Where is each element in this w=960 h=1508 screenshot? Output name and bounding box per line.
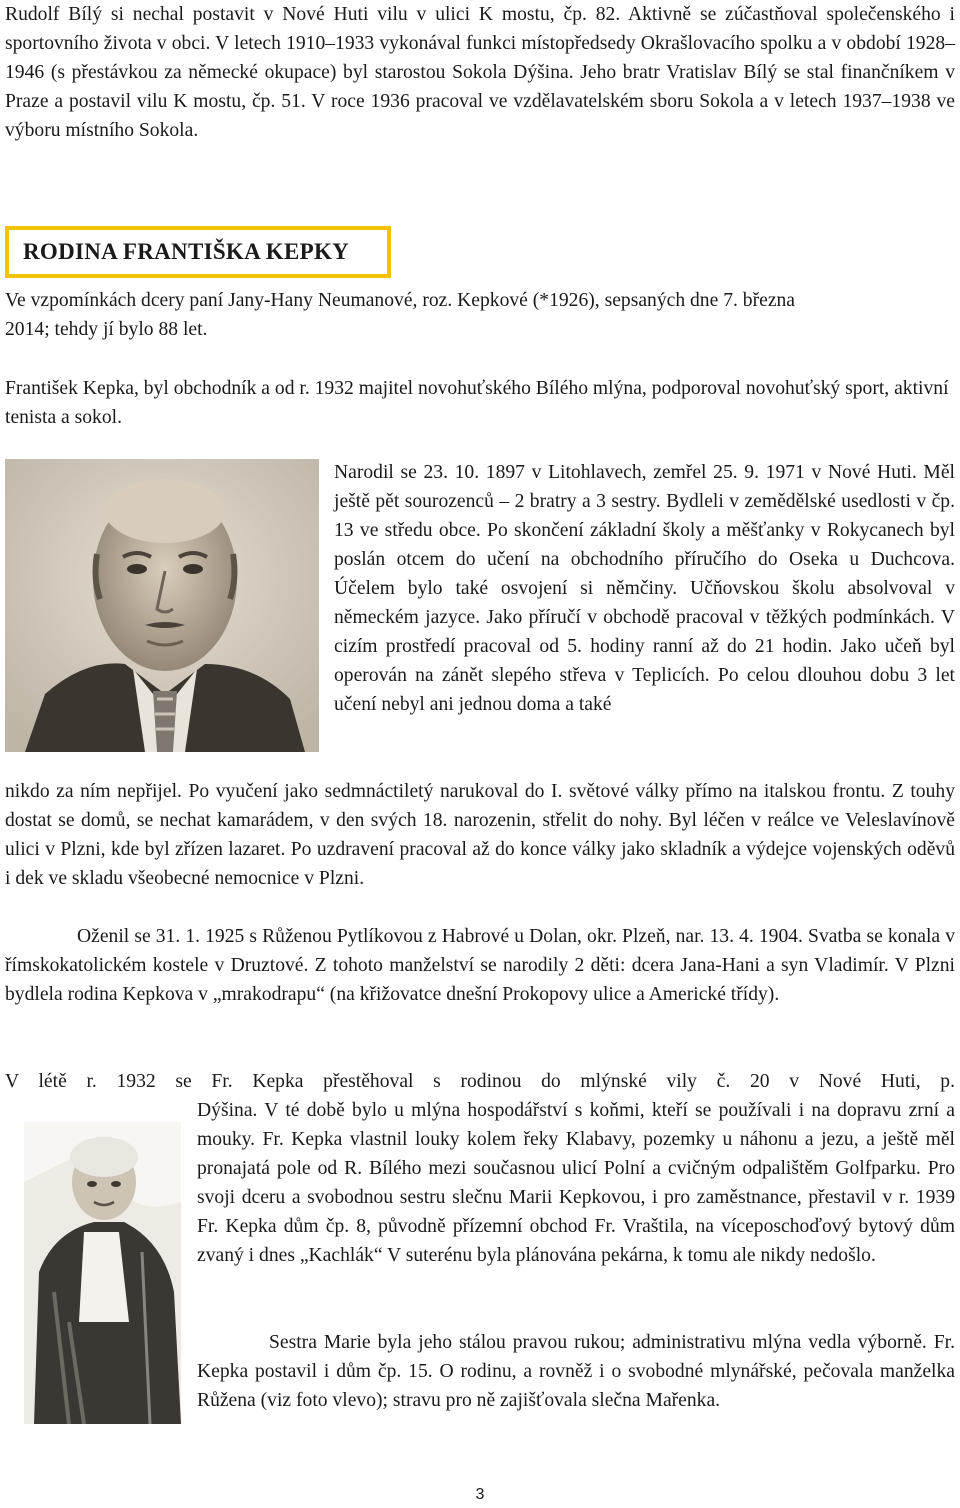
bio-full-paragraph: nikdo za ním nepřijel. Po vyučení jako sedmnáctiletý narukoval do I. světové války přímo na italskou frontu. Z touhy dostat se domů, se nechat kamarádem, v den svých 18. narozenin, střelit do nohy. Byl léčen v reálce ve Veleslavínově ulici v Plzni, kde byl zřízen lazaret. Po uzdravení pracoval až do konce války jako skladník a výdejce vojenských oděvů i dek ve skladu všeobecné nemocnice v Plzni.	[5, 781, 955, 889]
sister-text: Sestra Marie byla jeho stálou pravou rukou; administrativu mlýna vedla výborně. Fr. Kepka postavil i dům čp. 15. O rodinu, a rovněž i o svobodné mlynářské, pečovala manželka Růžena (viz foto vlevo); stravu pro ně zajišťovala slečna Mařenka.	[197, 1332, 955, 1411]
portrait-woman-illustration	[24, 1122, 181, 1424]
portrait-man-illustration	[5, 459, 319, 752]
intro-paragraph: Rudolf Bílý si nechal postavit v Nové Huti vilu v ulici K mostu, čp. 82. Aktivně se zúčastňoval společenského i sportovního života v obci. V letech 1910–1933 vykonával funkci místopředsedy Okrašlovacího spolku a v období 1928–1946 (s přestávkou za německé okupace) byl starostou Sokola Dýšina. Jeho bratr Vratislav Bílý se stal finančníkem v Praze a postavil vilu K mostu, čp. 51. V roce 1936 pracoval ve vzdělavatelském sboru Sokola a v letech 1937–1938 ve výboru místního Sokola.	[5, 4, 955, 141]
kepka-intro-paragraph: František Kepka, byl obchodník a od r. 1932 majitel novohuťského Bílého mlýna, podporoval novohuťský sport, aktivní tenista a sokol.	[5, 378, 949, 428]
section-heading: RODINA FRANTIŠKA KEPKY	[23, 239, 350, 264]
summer-rest-paragraph: Dýšina. V té době bylo u mlýna hospodářství s koňmi, kteří se používali i na dopravu zrní a mouky. Fr. Kepka vlastnil louky kolem řeky Klabavy, pozemky u náhonu a jezu, a ještě měl pronajatá pole od R. Bílého mezi současnou ulicí Polní a cvičným odpalištěm Golfparku. Pro svoji dceru a svobodnou sestru slečnu Marii Kepkovou, i pro zaměstnance, přestavil v r. 1939 Fr. Kepka dům čp. 8, původně přízemní obchod Fr. Vraštila, na víceposchoďový bytový dům zvaný i dnes „Kachlák“ V suterénu byla plánována pekárna, k tomu ale nikdy nedošlo.	[197, 1100, 955, 1266]
summer-first-line: V létě r. 1932 se Fr. Kepka přestěhoval s rodinou do mlýnské vily č. 20 v Nové Huti, p.	[5, 1071, 955, 1092]
marriage-paragraph	[5, 922, 955, 1009]
memories-paragraph: Ve vzpomínkách dcery paní Jany-Hany Neumanové, roz. Kepkové (*1926), sepsaných dne 7. března 2014; tehdy jí bylo 88 let.	[5, 290, 796, 340]
bio-side-paragraph: Narodil se 23. 10. 1897 v Litohlavech, zemřel 25. 9. 1971 v Nové Huti. Měl ještě pět sourozenců – 2 bratry a 3 sestry. Bydleli v zemědělské usedlosti v čp. 13 ve středu obce. Po skončení základní školy a měšťanky v Rokycanech byl poslán otcem do učení na obchodního příručího do Oseka u Duchcova. Účelem bylo také osvojení si němčiny. Učňovskou školu absolvoval v německém jazyce. Jako příručí v obchodě pracoval v těžkých podmínkách. V cizím prostředí pracoval od 5. hodiny ranní až do 21 hodin. Jako učeň byl operován na zánět slepého střeva v Teplicích. Po celou dlouhou dobu 3 let učení nebyl ani jednou doma a také	[334, 462, 955, 715]
marriage-text: Oženil se 31. 1. 1925 s Růženou Pytlíkovou z Habrové u Dolan, okr. Plzeň, nar. 13. 4. 1904. Svatba se konala v římskokatolickém kostele v Druztové. Z tohoto manželství se narodily 2 děti: dcera Jana-Hani a syn Vladimír. V Plzni bydlela rodina Kepkova v „mrakodrapu“ (na křižovatce dnešní Prokopovy ulice a Americké třídy).	[5, 926, 955, 1005]
page-number: 3	[475, 1486, 485, 1503]
photo-frantisek-kepka	[5, 459, 319, 752]
photo-ruzena-kepkova	[24, 1122, 181, 1424]
sister-paragraph	[197, 1328, 955, 1415]
section-heading-box	[5, 226, 391, 278]
